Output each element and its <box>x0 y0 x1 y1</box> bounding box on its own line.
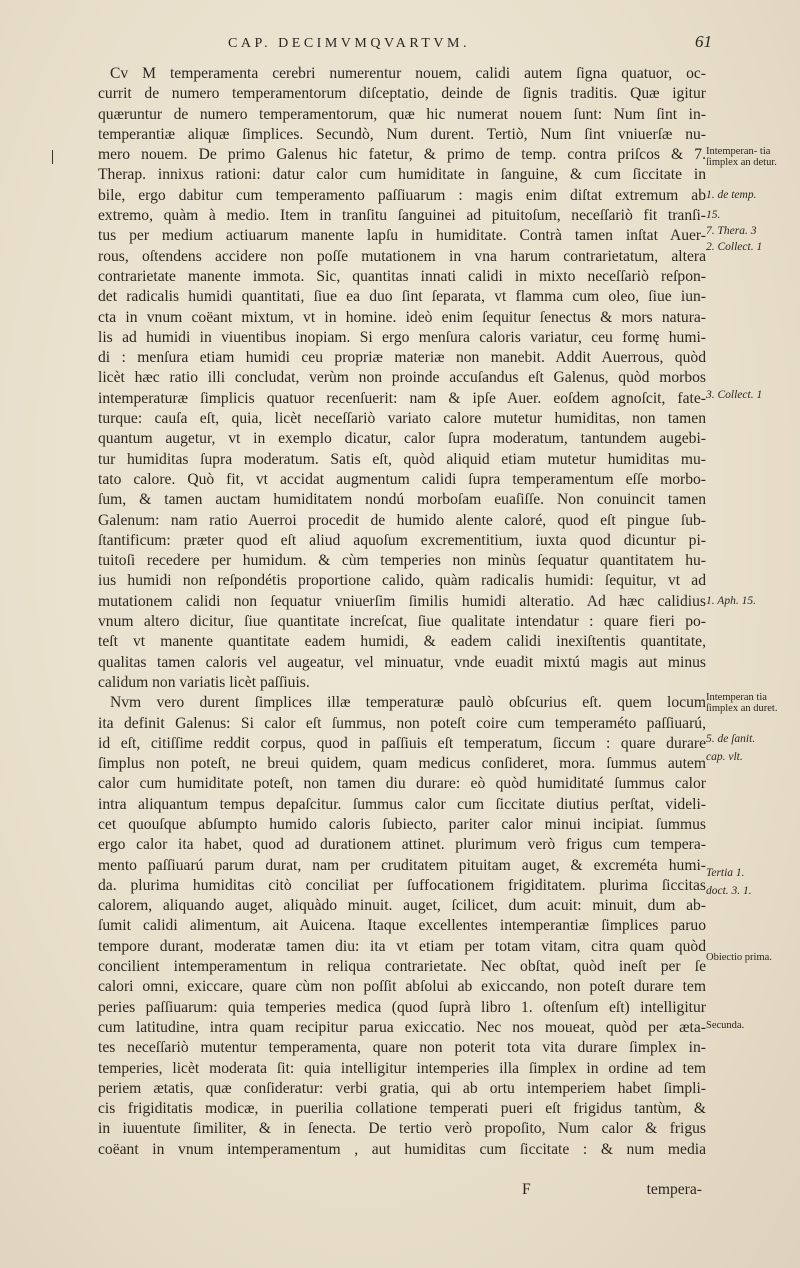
text-line: ſumit calidi alimentum, ait Auicena. Itaque excellentes intemperantiæ ſimplices paruo <box>98 917 706 935</box>
text-line: tato calore. Quò fit, vt accidat augmentum calidi ſupra temperamentum eſſe morbo- <box>98 470 706 488</box>
text-line: det radicalis humidi quantitati, ſiue ea duo ſint ſeparata, vt flamma cum oleo, ſiue iun- <box>98 288 706 306</box>
text-line: mero nouem. De primo Galenus hic fatetur, & primo de temp. contra priſcos & 7. <box>98 146 706 164</box>
text-line: cum latitudine, intra quam recipitur parua exiccatio. Nec nos moueat, quòd per æta- <box>98 1018 706 1036</box>
text-line: ius humidi non reſpondétis proportione calido, quàm radicalis humidi: ſequitur, vt ad <box>98 572 706 590</box>
text-line: turque: cauſa eſt, quia, licèt neceſſariò variato calore mutetur humiditas, non tamen <box>98 410 706 428</box>
text-line: teſt vt manente quantitate eadem humidi, & eadem calidi inexiſtentis quantitate, <box>98 633 706 651</box>
text-line: Cv M temperamenta cerebri numerentur nouem, calidi autem ſigna quatuor, oc- <box>110 65 706 82</box>
text-line: vnum altero dicitur, ſiue quantitate increſcat, ſiue qualitate intendatur : quare fieri po- <box>98 613 706 631</box>
text-line: cet quouſque abſumpto humido caloris ſubiecto, pariter calor minui incipiat. ſummus <box>98 815 706 833</box>
marginal-note: Intemperan- tia ſimplex an detur. <box>706 146 777 168</box>
marginal-note: Intemperan tia ſimplex an duret. <box>706 692 778 714</box>
margin-rule-mark <box>52 150 53 164</box>
text-line: Nvm vero durent ſimplices illæ temperaturæ paulò obſcurius eſt. quem locum <box>110 694 706 712</box>
text-line: quæruntur de numero temperamentorum, quæ hic numerat nouem ſunt: Num ſint in- <box>98 105 706 123</box>
text-line: mento paſſiuarú parum durat, nam per cruditatem pituitam auget, & excreméta humi- <box>98 856 706 874</box>
text-line: intemperaturæ ſimplicis quatuor recenſuerit: nam & ipſe Auer. eoſdem agnoſcit, fate- <box>98 389 706 407</box>
text-line: in iuuentute ſimiliter, & in ſenecta. De tertio verò propoſito, Num calor & frigus <box>98 1120 706 1138</box>
marginal-note: 1. Aph. 15. <box>706 595 756 607</box>
marginal-note: 2. Collect. 1 <box>706 241 763 253</box>
text-line: id eſt, citiſſime reddit corpus, quod in paſſiuis eſt temperatum, ſiccum : quare durare <box>98 734 706 752</box>
text-line: qualitas tamen caloris vel augeatur, vel minuatur, vnde euadit mixtú magis aut minus <box>98 653 706 671</box>
page-header <box>96 32 716 60</box>
text-line: Galenum: nam ratio Auerroi procedit de humido alente caloré, quod eſt pingue ſub- <box>98 511 706 529</box>
text-line: coëant in vnum intemperamentum , aut humiditas cum ſiccitate : & num media <box>98 1140 706 1158</box>
text-line: rous, oſtendens accidere non poſſe mutationem in vna harum contrarietatum, altera <box>98 247 706 265</box>
text-line: tes neceſſariò mutentur temperamenta, quare non poterit tota vita durare ſimplex in- <box>98 1039 706 1057</box>
text-line: ita definit Galenus: Si calor eſt ſummus, non poteſt coire cum temperaméto paſſiuarú, <box>98 714 706 732</box>
text-line: licèt hæc ratio illi concludat, verùm non proinde accuſandus eſt Galenus, quòd morbos <box>98 369 706 387</box>
marginal-note: 3. Collect. 1 <box>706 389 763 401</box>
marginal-note: cap. vlt. <box>706 751 743 763</box>
text-line: extremo, quàm à medio. Item in tranſitu ſanguinei ad pituitoſum, neceſſariò fit tranſi- <box>98 207 706 225</box>
text-line: tur humiditas ſupra moderatum. Satis eſt, quòd aliquid etiam mutetur humiditas mu- <box>98 450 706 468</box>
text-line: temperies, licèt moderata ſit: quia intelligitur intemperies illa ſimplex in ordine ad tem <box>98 1059 706 1077</box>
text-line: contrarietate manente immota. Sic, quantitas innati calidi in mixto neceſſariò reſpon- <box>98 267 706 285</box>
page-number: 61 <box>695 32 712 51</box>
text-line: temperantiæ aliquæ ſimplices. Secundò, Num durent. Tertiò, Num ſint vniuerſæ nu- <box>98 125 706 143</box>
text-line: ergo calor ita habet, quod ad durationem attinet. plurimum verò frigus cum tempera- <box>98 836 706 854</box>
text-line: tus per medium actiuarum manente lapſu in humiditate. Contrà tamen inſtat Auer- <box>98 227 706 245</box>
text-line: calor cum humiditate poteſt, non tamen diu durare: eò quòd humiditaté ſummus calor <box>98 775 706 793</box>
text-line: ſtantificum: præter quod eſt aliud aquoſum excrementitium, iuxta quod dicuntur pi- <box>98 531 706 549</box>
text-line: cta in vnum coëant mixtum, vt in homine. ideò enim ſequitur ſenectus & mors natura- <box>98 308 706 326</box>
text-line: Therap. innixus rationi: datur calor cum humiditate in ſanguine, & cum ſiccitate in <box>98 166 706 184</box>
text-line: concilient intemperamentum in reliqua contrarietate. Nec obſtat, quòd ineſt per ſe <box>98 958 706 976</box>
marginal-note: doct. 3. 1. <box>706 885 752 897</box>
text-line: da. plurima humiditas citò conciliat per ſuffocationem frigiditatem. plurima ſiccitas <box>98 876 706 894</box>
text-line: di : menſura etiam humidi ceu propriæ materiæ non manebit. Addit Auerrous, quòd <box>98 349 706 367</box>
signature-mark: F <box>522 1181 531 1199</box>
text-line: cis frigiditatis modicæ, in puerilia collatione temperati pueri eſt frigidus tantùm, & <box>98 1100 706 1118</box>
catchline <box>98 1180 706 1200</box>
main-text-block <box>98 64 706 1201</box>
text-line <box>98 1160 706 1180</box>
text-line: ſum, & tamen auctam humiditatem nondú morboſam euaſiſſe. Non conuincit tamen <box>98 491 706 509</box>
marginal-note: Obiectio prima. <box>706 952 772 963</box>
marginal-note: 15. <box>706 209 721 221</box>
text-line: tuitoſi recedere per humidum. & cùm temperies non minùs ſequatur quantitatem hu- <box>98 552 706 570</box>
marginal-note: Tertia 1. <box>706 867 745 879</box>
marginal-note: 1. de temp. <box>706 189 757 201</box>
text-line: ſimplus non poteſt, ne breui quidem, quam medicus conſideret, mora. ſummus autem <box>98 755 706 773</box>
text-line: currit de numero temperamentorum diſceptatio, deinde de ſignis traditis. Quæ igitur <box>98 85 706 103</box>
text-line: calidum non variatis licèt paſſiuis. <box>98 673 310 691</box>
text-line: calorem, aliquando auget, aliquàdo minuit. auget, ſcilicet, dum acuit: minuit, dum ab- <box>98 897 706 915</box>
text-line: lis ad humidi in viuentibus inopiam. Si ergo menſura caloris variatur, ceu formę humi- <box>98 328 706 346</box>
text-line: mutationem calidi non ſequatur vniuerſim ſimilis humidi alteratio. Ad hæc calidius <box>98 592 706 610</box>
text-line: calori omni, exiccare, quare cùm non poſſit abſolui ab exiccando, non poteſt durare tem <box>98 978 706 996</box>
catchword: tempera- <box>646 1181 702 1199</box>
marginal-note: 5. de ſanit. <box>706 733 756 745</box>
text-line: tempore durant, moderatæ tamen diu: ita vt etiam per totam vitam, citra quam quòd <box>98 937 706 955</box>
text-line: intra aliquantum tempus depaſcitur. ſummus calor cum ſiccitate diutius perſtat, videli- <box>98 795 706 813</box>
text-line: bile, ergo dabitur cum temperamento paſſiuarum : magis enim diſtat extremum ab <box>98 186 706 204</box>
running-head: CAP. DECIMVMQVARTVM. <box>228 36 470 51</box>
text-line: periem ætatis, quæ conſideratur: verbi gratia, qui ab ortu intemperiem habet ſimpli- <box>98 1079 706 1097</box>
marginal-note: 7. Thera. 3 <box>706 225 757 237</box>
marginal-note: Secunda. <box>706 1020 745 1031</box>
text-line: quantum augetur, vt in exemplo dicatur, calor ſupra moderatum, tantundem augebi- <box>98 430 706 448</box>
text-line: peries paſſiuarum: quia temperies medica (quod ſuprà libro 1. oſtenſum eſt) intelligitur <box>98 998 706 1016</box>
